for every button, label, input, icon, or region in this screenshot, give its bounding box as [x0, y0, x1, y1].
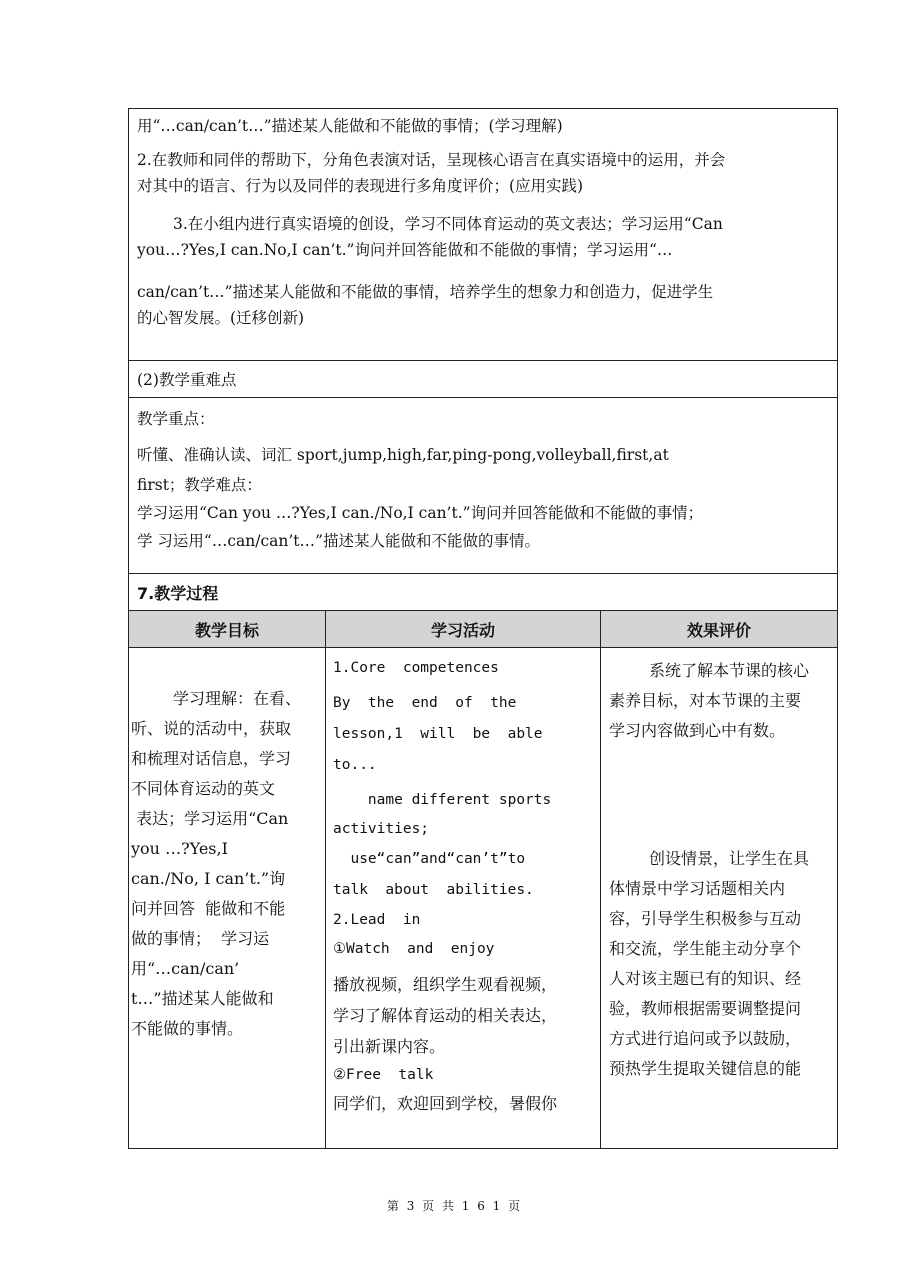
key-points-label: 教学重点： — [137, 410, 215, 428]
activity-line: ①Watch and enjoy — [333, 941, 495, 957]
key-points-line-2: first；教学难点： — [137, 476, 262, 494]
difficult-points-line-1: 学习运用“Can you …?Yes,I can./No,I can’t.”询问并回答能做和不能做的事情； — [137, 504, 704, 522]
activity-line: 学习了解体育运动的相关表达， — [333, 1006, 558, 1025]
activity-line: ②Free talk — [333, 1067, 434, 1083]
evaluation-line: 方式进行追问或予以鼓励， — [609, 1029, 802, 1048]
objective-line-1: 用“…can/can’t…”描述某人能做和不能做的事情；(学习理解) — [137, 117, 563, 135]
process-table-body — [129, 648, 837, 1148]
process-table-header — [129, 611, 837, 648]
goals-cell — [129, 648, 326, 1148]
activity-line: talk about abilities. — [333, 882, 534, 898]
process-heading-cell — [129, 574, 837, 611]
objective-3-line-4: 的心智发展。(迁移创新) — [137, 309, 305, 327]
goal-line: 做的事情； 学习运 — [131, 929, 270, 948]
key-points-heading-cell — [129, 361, 837, 398]
difficult-points-line-2: 学 习运用“…can/can’t…”描述某人能做和不能做的事情。 — [137, 532, 540, 550]
page-number-footer: 第 3 页 共 1 6 1 页 — [386, 1199, 523, 1213]
goal-line: 问并回答 能做和不能 — [131, 899, 286, 918]
evaluation-line: 系统了解本节课的核心 — [649, 661, 810, 680]
evaluation-line: 预热学生提取关键信息的能 — [609, 1059, 802, 1078]
goal-line: 不能做的事情。 — [131, 1019, 244, 1038]
activity-line: 同学们，欢迎回到学校，暑假你 — [333, 1094, 558, 1113]
evaluation-line: 人对该主题已有的知识、经 — [609, 969, 802, 988]
activity-line: use“can”and“can’t”to — [333, 851, 526, 867]
activity-line: 1.Core competences — [333, 660, 499, 676]
goal-line: 学习理解：在看、 — [173, 689, 302, 708]
activity-line: lesson,1 will be able — [333, 726, 543, 742]
activity-line: By the end of the — [333, 695, 517, 711]
evaluation-line: 容，引导学生积极参与互动 — [609, 909, 802, 928]
goal-line: you …?Yes,I — [131, 839, 228, 858]
key-points-line-1: 听懂、准确认读、词汇 sport,jump,high,far,ping-pong,volleyball,first,at — [137, 446, 669, 464]
evaluation-line: 体情景中学习话题相关内 — [609, 879, 786, 898]
goal-line: t…”描述某人能做和 — [131, 989, 274, 1008]
objective-2-line-1: 2.在教师和同伴的帮助下，分角色表演对话，呈现核心语言在真实语境中的运用，并会 — [137, 151, 726, 169]
process-heading: 7.教学过程 — [137, 584, 219, 603]
objectives-cell — [129, 109, 837, 361]
goal-line: 和梳理对话信息，学习 — [131, 749, 292, 768]
evaluation-line: 验，教师根据需要调整提问 — [609, 999, 802, 1018]
evaluation-cell — [601, 648, 837, 1148]
objective-2-line-2: 对其中的语言、行为以及同伴的表现进行多角度评价；(应用实践) — [137, 177, 584, 195]
activity-line: name different sports — [333, 792, 552, 808]
activity-line: activities; — [333, 821, 430, 837]
goal-line: 听、说的活动中，获取 — [131, 719, 292, 738]
objective-3-line-1: 3.在小组内进行真实语境的创设，学习不同体育运动的英文表达；学习运用“Can — [173, 215, 723, 233]
goal-line: 不同体育运动的英文 — [131, 779, 276, 798]
evaluation-line: 素养目标，对本节课的主要 — [609, 691, 802, 710]
activity-line: to... — [333, 757, 377, 773]
evaluation-line: 创设情景，让学生在具 — [649, 849, 810, 868]
lesson-plan-table — [128, 108, 838, 1149]
goal-line: 用“…can/can’ — [131, 959, 240, 978]
evaluation-line: 学习内容做到心中有数。 — [609, 721, 786, 740]
column-header-evaluation: 效果评价 — [686, 620, 751, 640]
objective-3-line-2: you…?Yes,I can.No,I can’t.”询问并回答能做和不能做的事情；学习运用“… — [137, 241, 673, 259]
goal-line: can./No, I can’t.”询 — [131, 869, 286, 888]
goal-line: 表达；学习运用“Can — [131, 809, 289, 828]
activities-cell — [326, 648, 601, 1148]
activity-line: 引出新课内容。 — [333, 1037, 446, 1056]
activity-line: 2.Lead in — [333, 912, 421, 928]
key-points-heading: (2)教学重难点 — [137, 371, 237, 389]
activity-line: 播放视频，组织学生观看视频， — [333, 975, 558, 994]
objective-3-line-3: can/can’t…”描述某人能做和不能做的事情，培养学生的想象力和创造力，促进学生 — [137, 283, 714, 301]
column-header-activities: 学习活动 — [326, 611, 601, 647]
evaluation-line: 和交流，学生能主动分享个 — [609, 939, 802, 958]
key-points-cell — [129, 398, 837, 574]
column-header-goals: 教学目标 — [129, 611, 326, 647]
